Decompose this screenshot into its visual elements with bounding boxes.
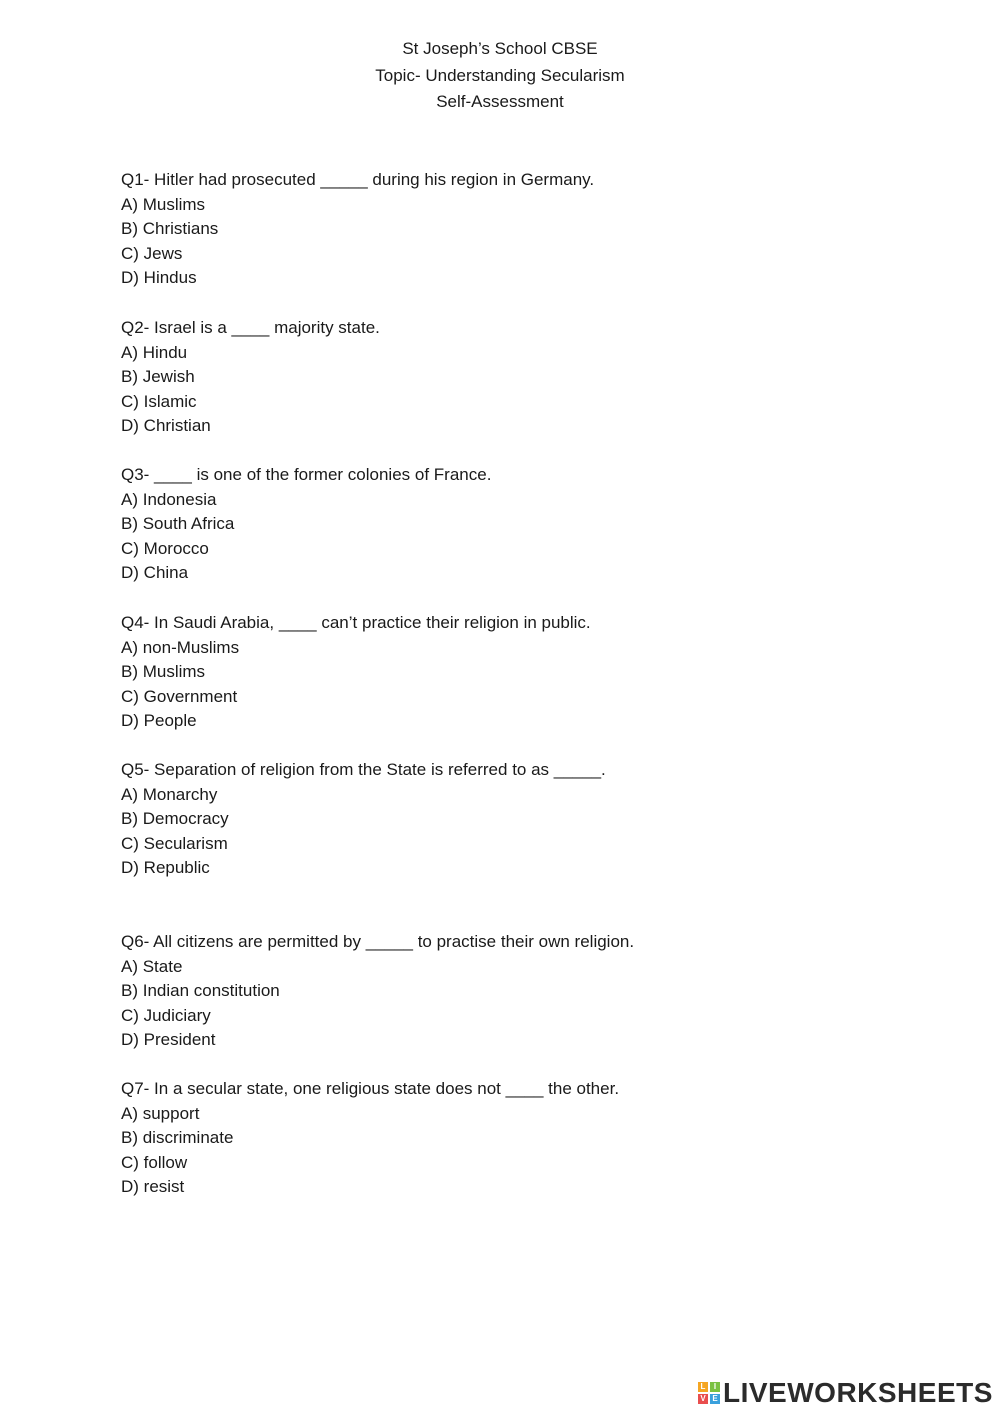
option-d: D) resist bbox=[121, 1177, 185, 1197]
option-d: D) Christian bbox=[121, 416, 211, 436]
question-1 bbox=[121, 168, 941, 291]
option-c: C) follow bbox=[121, 1152, 188, 1172]
option-a: A) Monarchy bbox=[121, 784, 218, 804]
question-text: Q2- Israel is a ____ majority state. bbox=[121, 318, 380, 337]
option-b: B) Jewish bbox=[121, 367, 195, 387]
assessment-subtitle: Self-Assessment bbox=[436, 92, 564, 111]
option-b: B) Christians bbox=[121, 219, 219, 239]
question-4 bbox=[121, 611, 941, 734]
logo-mark-cell: L bbox=[698, 1382, 708, 1392]
option-d: D) Republic bbox=[121, 858, 210, 878]
logo-mark-cell: I bbox=[710, 1382, 720, 1392]
option-a: A) State bbox=[121, 956, 183, 976]
question-3 bbox=[121, 463, 941, 586]
logo-mark-cell: V bbox=[698, 1394, 708, 1404]
option-c: C) Islamic bbox=[121, 391, 197, 411]
topic-title: Topic- Understanding Secularism bbox=[375, 65, 625, 85]
option-c: C) Secularism bbox=[121, 833, 228, 853]
option-b: B) Indian constitution bbox=[121, 981, 280, 1001]
option-b: B) Democracy bbox=[121, 809, 229, 829]
liveworksheets-logo bbox=[698, 1378, 993, 1408]
option-a: A) Indonesia bbox=[121, 489, 217, 509]
question-7 bbox=[121, 1077, 941, 1200]
option-d: D) President bbox=[121, 1030, 216, 1050]
option-a: A) Hindu bbox=[121, 342, 188, 362]
question-text: Q6- All citizens are permitted by _____ to practise their own religion. bbox=[121, 932, 635, 951]
option-d: D) People bbox=[121, 711, 197, 731]
question-text: Q7- In a secular state, one religious state does not ____ the other. bbox=[121, 1079, 620, 1098]
option-a: A) Muslims bbox=[121, 194, 206, 214]
option-c: C) Jews bbox=[121, 243, 183, 263]
question-6 bbox=[121, 930, 941, 1053]
question-text: Q5- Separation of religion from the State is referred to as _____. bbox=[121, 760, 606, 779]
option-a: A) non-Muslims bbox=[121, 637, 240, 657]
question-text: Q1- Hitler had prosecuted _____ during his region in Germany. bbox=[121, 170, 595, 189]
logo-mark-cell: E bbox=[710, 1394, 720, 1404]
question-5 bbox=[121, 758, 941, 881]
question-2 bbox=[121, 316, 941, 439]
school-name: St Joseph’s School CBSE bbox=[402, 39, 598, 58]
option-b: B) South Africa bbox=[121, 514, 235, 534]
worksheet-header bbox=[0, 36, 1000, 116]
option-a: A) support bbox=[121, 1103, 200, 1123]
option-b: B) Muslims bbox=[121, 662, 206, 682]
option-c: C) Judiciary bbox=[121, 1005, 211, 1025]
option-c: C) Morocco bbox=[121, 538, 209, 558]
question-text: Q3- ____ is one of the former colonies of France. bbox=[121, 465, 492, 484]
option-d: D) China bbox=[121, 563, 189, 583]
logo-text: LIVEWORKSHEETS bbox=[723, 1377, 993, 1408]
option-c: C) Government bbox=[121, 686, 238, 706]
logo-mark-icon bbox=[698, 1382, 720, 1404]
option-d: D) Hindus bbox=[121, 268, 197, 288]
option-b: B) discriminate bbox=[121, 1128, 234, 1148]
question-text: Q4- In Saudi Arabia, ____ can’t practice their religion in public. bbox=[121, 613, 591, 632]
